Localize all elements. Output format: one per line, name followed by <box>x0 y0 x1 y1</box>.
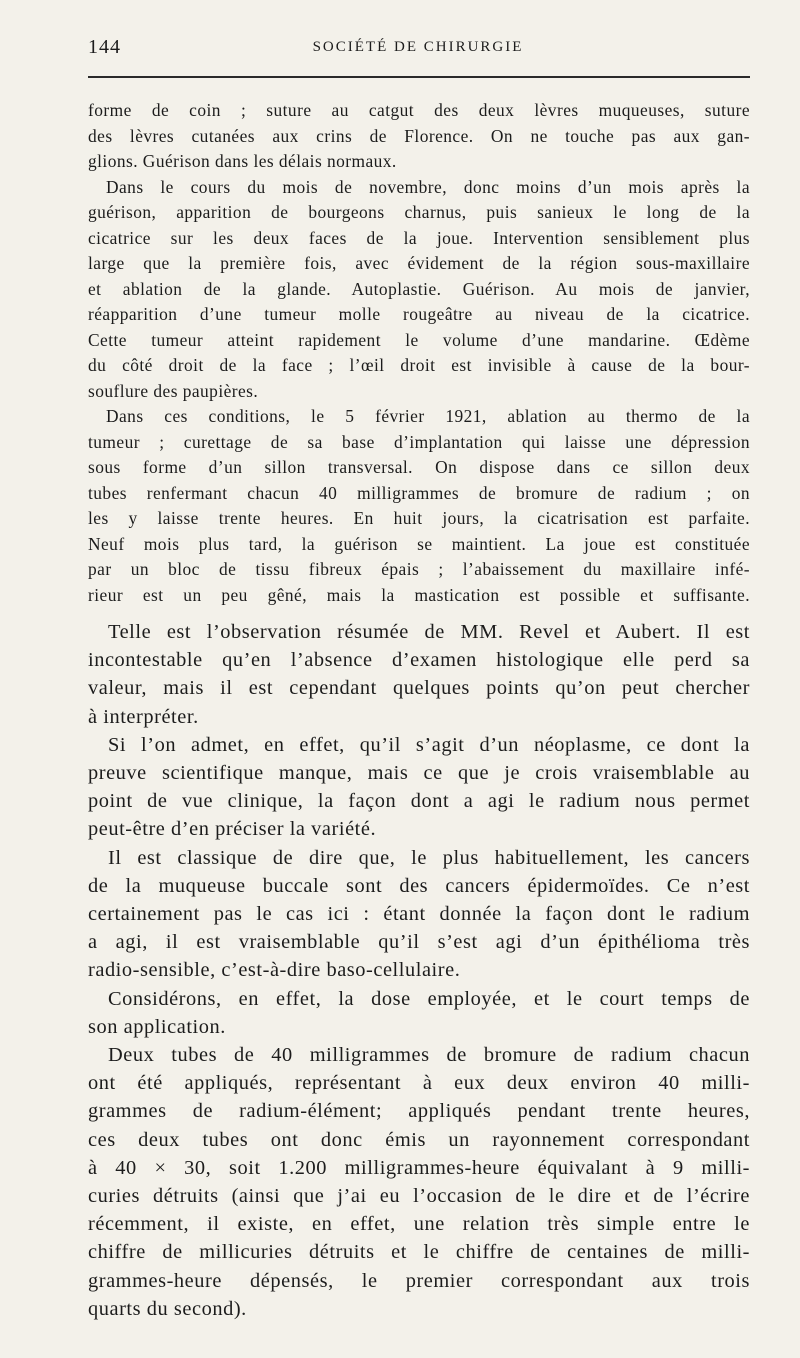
text-line: radio-sensible, c’est-à-dire baso-cellulaire. <box>88 959 461 982</box>
text-line: Neuf mois plus tard, la guérison se maintient. La joue est constituée <box>88 533 750 554</box>
text-line: incontestable qu’en l’absence d’examen histologique elle perd sa <box>88 649 750 672</box>
text-line: forme de coin ; suture au catgut des deux lèvres muqueuses, suture <box>88 100 750 120</box>
text-line: preuve scientifique manque, mais ce que je crois vraisemblable au <box>88 762 750 785</box>
page-header <box>88 36 748 62</box>
text-line: à 40 × 30, soit 1.200 milligrammes-heure équivalant à 9 milli- <box>88 1156 750 1179</box>
text-line: curies détruits (ainsi que j’ai eu l’occasion de le dire et de l’écrire <box>88 1185 750 1208</box>
text-line: et ablation de la glande. Autoplastie. Guérison. Au mois de janvier, <box>88 278 750 299</box>
text-line: Considérons, en effet, la dose employée, et le court temps de <box>108 987 750 1010</box>
text-line: récemment, il existe, en effet, une relation très simple entre le <box>88 1213 750 1236</box>
text-line: tumeur ; curettage de sa base d’implantation qui laisse une dépression <box>88 431 750 452</box>
text-line: réapparition d’une tumeur molle rougeâtre au niveau de la cicatrice. <box>88 304 750 324</box>
text-line: du côté droit de la face ; l’œil droit est invisible à cause de la bour- <box>88 355 750 375</box>
text-line: ces deux tubes ont donc émis un rayonnement correspondant <box>88 1128 750 1151</box>
case-report-block <box>88 98 750 608</box>
text-line: Il est classique de dire que, le plus habituellement, les cancers <box>108 846 750 869</box>
page-number: 144 <box>88 36 121 58</box>
text-line: de la muqueuse buccale sont des cancers épidermoïdes. Ce n’est <box>88 874 750 897</box>
text-line: a agi, il est vraisemblable qu’il s’est agi d’un épithélioma très <box>88 931 750 954</box>
text-line: quarts du second). <box>88 1297 247 1320</box>
text-line: cicatrice sur les deux faces de la joue. Intervention sensiblement plus <box>88 227 750 248</box>
text-line: Dans ces conditions, le 5 février 1921, ablation au thermo de la <box>106 406 750 426</box>
text-line: son application. <box>88 1015 226 1038</box>
commentary-block <box>88 618 750 1323</box>
text-line: sous forme d’un sillon transversal. On dispose dans ce sillon deux <box>88 457 750 477</box>
text-line: ont été appliqués, représentant à eux deux environ 40 milli- <box>88 1072 750 1095</box>
text-line: peut-être d’en préciser la variété. <box>88 818 377 841</box>
text-line: glions. Guérison dans les délais normaux. <box>88 151 397 171</box>
running-title: SOCIÉTÉ DE CHIRURGIE <box>312 39 524 55</box>
text-line: valeur, mais il est cependant quelques points qu’on peut chercher <box>88 677 750 700</box>
text-line: grammes de radium-élément; appliqués pendant trente heures, <box>88 1100 750 1123</box>
text-line: les y laisse trente heures. En huit jours, la cicatrisation est parfaite. <box>88 508 750 528</box>
text-line: chiffre de millicuries détruits et le chiffre de centaines de milli- <box>88 1241 750 1264</box>
text-line: Dans le cours du mois de novembre, donc moins d’un mois après la <box>106 176 750 197</box>
text-line: tubes renfermant chacun 40 milligrammes de bromure de radium ; on <box>88 482 750 503</box>
header-rule <box>88 76 750 78</box>
text-line: Telle est l’observation résumée de MM. Revel et Aubert. Il est <box>108 621 750 643</box>
text-line: grammes-heure dépensés, le premier correspondant aux trois <box>88 1269 750 1292</box>
text-line: par un bloc de tissu fibreux épais ; l’abaissement du maxillaire infé- <box>88 559 750 579</box>
text-line: point de vue clinique, la façon dont a agi le radium nous permet <box>88 790 750 813</box>
text-line: Cette tumeur atteint rapidement le volume d’une mandarine. Œdème <box>88 329 750 350</box>
text-line: certainement pas le cas ici : étant donnée la façon dont le radium <box>88 903 750 926</box>
text-line: Si l’on admet, en effet, qu’il s’agit d’un néoplasme, ce dont la <box>108 733 750 756</box>
text-line: souflure des paupières. <box>88 380 259 401</box>
text-line: à interpréter. <box>88 705 199 728</box>
text-line: Deux tubes de 40 milligrammes de bromure de radium chacun <box>108 1044 750 1067</box>
text-line: guérison, apparition de bourgeons charnus, puis sanieux le long de la <box>88 202 750 222</box>
text-line: rieur est un peu gêné, mais la mastication est possible et suffisante. <box>88 584 750 605</box>
text-line: des lèvres cutanées aux crins de Florence. On ne touche pas aux gan- <box>88 125 750 146</box>
text-line: large que la première fois, avec évidement de la région sous-maxillaire <box>88 253 750 273</box>
